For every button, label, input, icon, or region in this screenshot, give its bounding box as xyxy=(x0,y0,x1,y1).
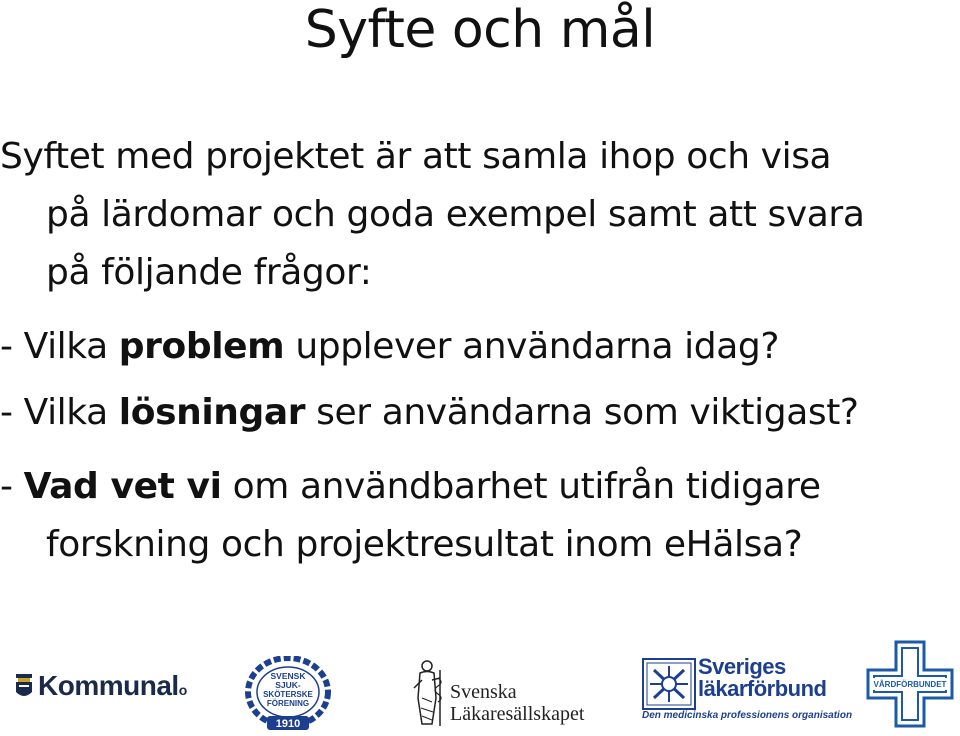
line-text: på följande frågor: xyxy=(46,252,372,293)
emphasis-text: lösningar xyxy=(118,392,306,433)
svg-text:SVENSK: SVENSK xyxy=(270,671,306,681)
question-knowledge-cont xyxy=(46,516,802,574)
kommunal-logo xyxy=(14,668,196,708)
line-text: på lärdomar och goda exempel samt att svara xyxy=(46,194,865,235)
slf-emblem-icon xyxy=(642,658,696,710)
body-line xyxy=(46,244,372,302)
line-text: - Vilka xyxy=(0,326,119,367)
line-text: ser användarna som viktigast? xyxy=(305,392,859,433)
ssf-emblem-icon xyxy=(245,656,331,732)
svg-text:VÅRDFÖRBUNDET: VÅRDFÖRBUNDET xyxy=(873,680,947,689)
slf-tagline: Den medicinska professionens organisation xyxy=(642,710,853,721)
logo-strip xyxy=(0,640,960,732)
ssf-logo xyxy=(245,656,331,732)
emphasis-text: problem xyxy=(118,326,285,367)
line-text: - Vilka xyxy=(0,392,119,433)
line-text: upplever användarna idag? xyxy=(284,326,780,367)
line-text: Syftet med projektet är att samla ihop och visa xyxy=(0,136,832,177)
question-problem xyxy=(0,318,779,376)
slf-name-line1: Sveriges xyxy=(698,654,786,679)
kommunal-wordmark: Kommunalo xyxy=(38,670,187,701)
svg-text:FÖRENING: FÖRENING xyxy=(266,699,310,708)
slf-name-line2: läkarförbund xyxy=(698,676,827,701)
svg-text:SJUK-: SJUK- xyxy=(275,680,301,690)
line-text: om användbarhet utifrån tidigare xyxy=(221,466,821,507)
body-line xyxy=(0,128,831,186)
body-line xyxy=(46,186,864,244)
sls-name-line2: Läkaresällskapet xyxy=(450,703,585,725)
question-knowledge xyxy=(0,458,821,516)
vardforbundet-logo xyxy=(866,640,954,728)
line-text: forskning och projektresultat inom eHälsa? xyxy=(46,524,803,565)
line-text: - xyxy=(0,466,24,507)
vardforbundet-cross-icon xyxy=(866,640,954,728)
svg-text:SKÖTERSKE: SKÖTERSKE xyxy=(263,690,313,699)
question-solutions xyxy=(0,384,859,442)
page-title: Syfte och mål xyxy=(304,0,656,60)
sls-name-line1: Svenska xyxy=(450,681,517,703)
slf-logo xyxy=(640,654,853,721)
svg-text:1910: 1910 xyxy=(275,718,301,730)
sls-logo xyxy=(408,658,588,730)
aesculapius-figure-icon xyxy=(408,658,446,728)
kommunal-crest-icon xyxy=(14,674,34,700)
emphasis-text: Vad vet vi xyxy=(23,466,222,507)
